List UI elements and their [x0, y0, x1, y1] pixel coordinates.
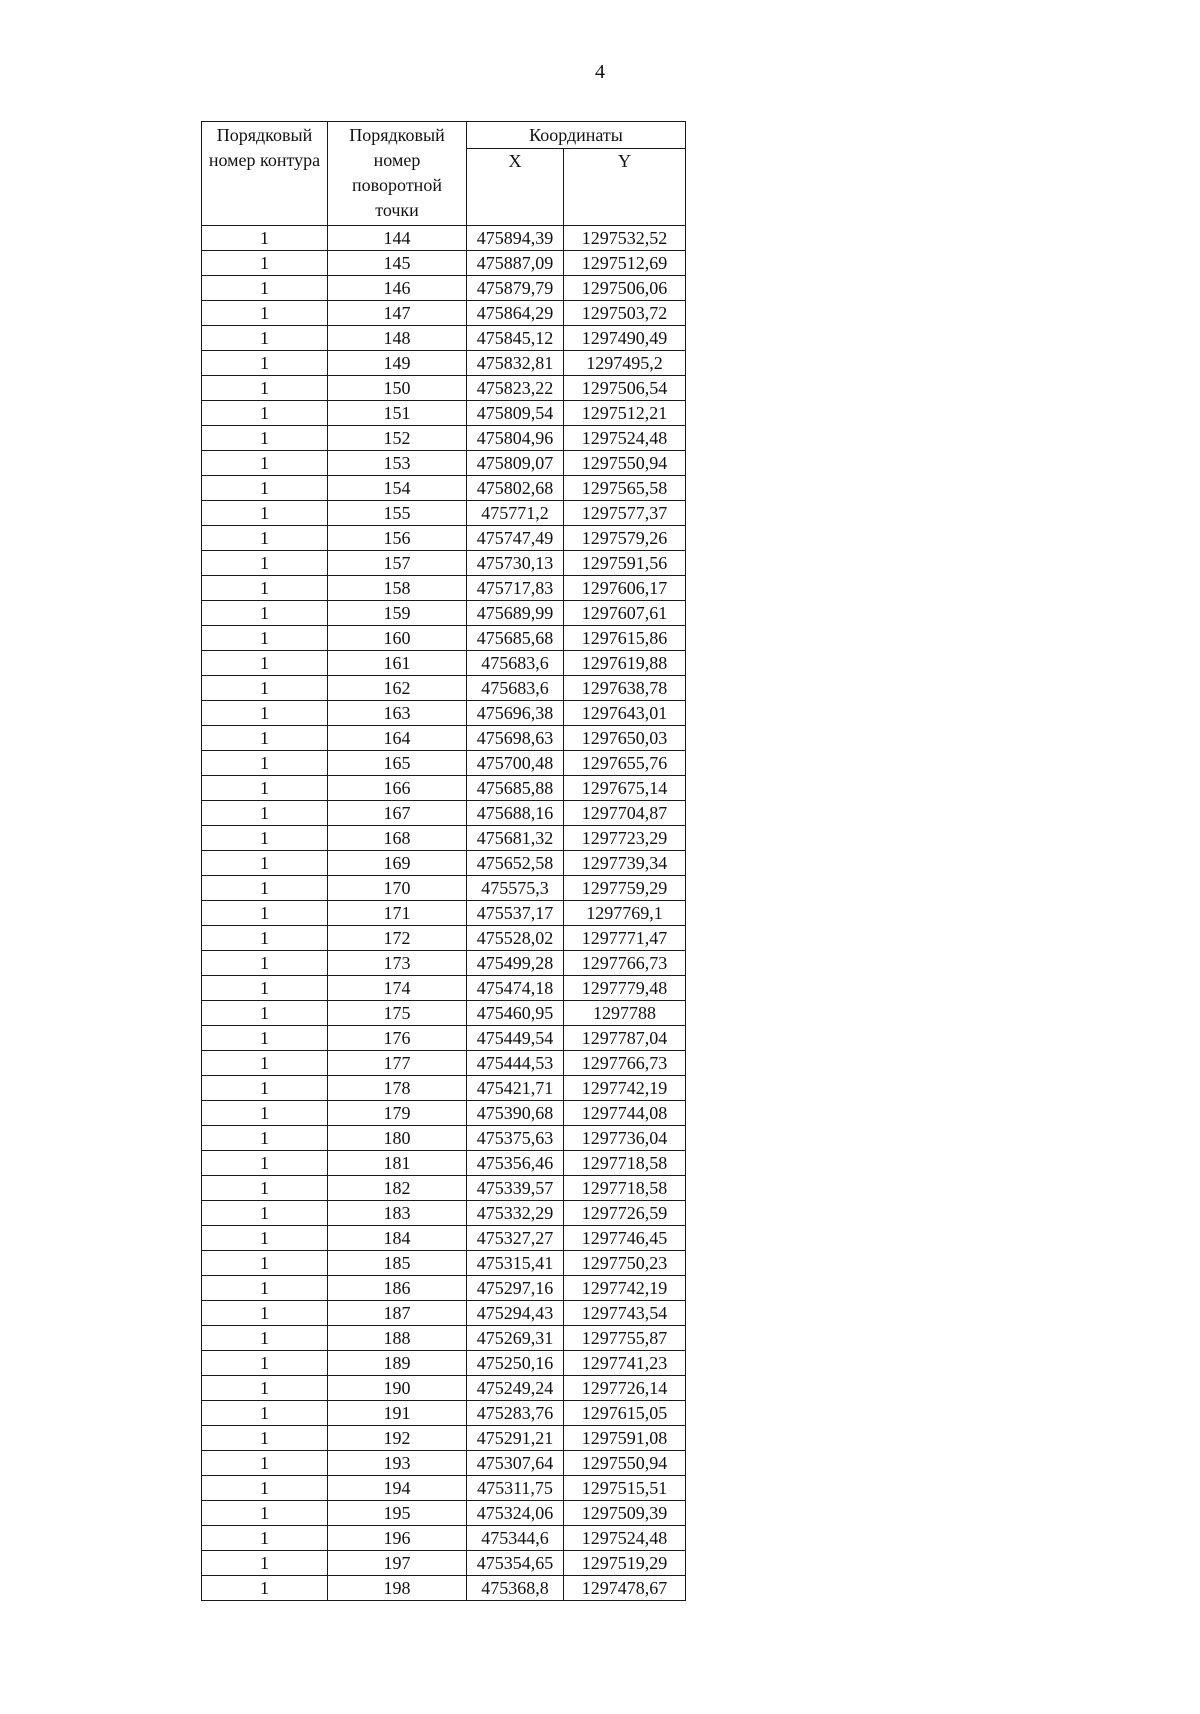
cell-x: 475528,02: [467, 926, 564, 951]
cell-y: 1297723,29: [564, 826, 686, 851]
table-row: [202, 751, 686, 776]
cell-point-number: 184: [328, 1226, 467, 1251]
cell-y: 1297607,61: [564, 601, 686, 626]
cell-point-number: 165: [328, 751, 467, 776]
table-row: [202, 301, 686, 326]
cell-point-number: 154: [328, 476, 467, 501]
cell-x: 475730,13: [467, 551, 564, 576]
cell-x: 475249,24: [467, 1376, 564, 1401]
cell-x: 475449,54: [467, 1026, 564, 1051]
cell-point-number: 150: [328, 376, 467, 401]
cell-y: 1297718,58: [564, 1176, 686, 1201]
cell-y: 1297550,94: [564, 451, 686, 476]
cell-y: 1297577,37: [564, 501, 686, 526]
cell-y: 1297788: [564, 1001, 686, 1026]
cell-point-number: 144: [328, 226, 467, 251]
cell-point-number: 178: [328, 1076, 467, 1101]
cell-point-number: 181: [328, 1151, 467, 1176]
cell-point-number: 169: [328, 851, 467, 876]
cell-contour-number: 1: [202, 1476, 328, 1501]
cell-x: 475771,2: [467, 501, 564, 526]
cell-y: 1297524,48: [564, 426, 686, 451]
cell-x: 475324,06: [467, 1501, 564, 1526]
cell-contour-number: 1: [202, 526, 328, 551]
cell-contour-number: 1: [202, 251, 328, 276]
cell-contour-number: 1: [202, 626, 328, 651]
table-row: [202, 1226, 686, 1251]
cell-contour-number: 1: [202, 1226, 328, 1251]
table-row: [202, 651, 686, 676]
table-row: [202, 876, 686, 901]
cell-point-number: 162: [328, 676, 467, 701]
cell-x: 475307,64: [467, 1451, 564, 1476]
cell-point-number: 183: [328, 1201, 467, 1226]
cell-contour-number: 1: [202, 351, 328, 376]
cell-contour-number: 1: [202, 801, 328, 826]
cell-contour-number: 1: [202, 1076, 328, 1101]
cell-contour-number: 1: [202, 226, 328, 251]
header-contour-line-2: номер контура: [208, 150, 321, 170]
cell-point-number: 156: [328, 526, 467, 551]
cell-x: 475499,28: [467, 951, 564, 976]
table-row: [202, 1076, 686, 1101]
table-header: [202, 122, 686, 226]
cell-x: 475332,29: [467, 1201, 564, 1226]
cell-x: 475879,79: [467, 276, 564, 301]
table-row: [202, 451, 686, 476]
cell-contour-number: 1: [202, 876, 328, 901]
cell-x: 475802,68: [467, 476, 564, 501]
table-row: [202, 1426, 686, 1451]
header-contour-line-1: Порядковый: [216, 125, 313, 145]
cell-x: 475681,32: [467, 826, 564, 851]
table-row: [202, 1026, 686, 1051]
cell-y: 1297619,88: [564, 651, 686, 676]
cell-x: 475283,76: [467, 1401, 564, 1426]
cell-point-number: 188: [328, 1326, 467, 1351]
cell-x: 475474,18: [467, 976, 564, 1001]
cell-contour-number: 1: [202, 576, 328, 601]
cell-y: 1297787,04: [564, 1026, 686, 1051]
cell-contour-number: 1: [202, 376, 328, 401]
cell-point-number: 192: [328, 1426, 467, 1451]
cell-x: 475804,96: [467, 426, 564, 451]
cell-x: 475696,38: [467, 701, 564, 726]
cell-contour-number: 1: [202, 1251, 328, 1276]
cell-point-number: 146: [328, 276, 467, 301]
table-row: [202, 801, 686, 826]
cell-x: 475250,16: [467, 1351, 564, 1376]
cell-y: 1297579,26: [564, 526, 686, 551]
table-row: [202, 1451, 686, 1476]
cell-contour-number: 1: [202, 426, 328, 451]
cell-y: 1297718,58: [564, 1151, 686, 1176]
cell-contour-number: 1: [202, 951, 328, 976]
cell-y: 1297739,34: [564, 851, 686, 876]
cell-y: 1297704,87: [564, 801, 686, 826]
cell-contour-number: 1: [202, 1376, 328, 1401]
cell-point-number: 195: [328, 1501, 467, 1526]
cell-point-number: 160: [328, 626, 467, 651]
table-row: [202, 351, 686, 376]
cell-y: 1297744,08: [564, 1101, 686, 1126]
table-row: [202, 1576, 686, 1601]
table-row: [202, 326, 686, 351]
cell-y: 1297495,2: [564, 351, 686, 376]
cell-y: 1297509,39: [564, 1501, 686, 1526]
header-contour-number: [202, 122, 328, 226]
header-point-line-1: Порядковый: [349, 125, 445, 145]
cell-point-number: 189: [328, 1351, 467, 1376]
cell-y: 1297675,14: [564, 776, 686, 801]
cell-x: 475823,22: [467, 376, 564, 401]
cell-point-number: 145: [328, 251, 467, 276]
table-row: [202, 1326, 686, 1351]
table-row: [202, 1126, 686, 1151]
cell-x: 475683,6: [467, 651, 564, 676]
cell-point-number: 149: [328, 351, 467, 376]
cell-point-number: 151: [328, 401, 467, 426]
cell-contour-number: 1: [202, 1001, 328, 1026]
cell-point-number: 193: [328, 1451, 467, 1476]
cell-point-number: 185: [328, 1251, 467, 1276]
cell-y: 1297743,54: [564, 1301, 686, 1326]
cell-contour-number: 1: [202, 776, 328, 801]
cell-y: 1297591,08: [564, 1426, 686, 1451]
table-row: [202, 226, 686, 251]
cell-contour-number: 1: [202, 751, 328, 776]
cell-y: 1297615,05: [564, 1401, 686, 1426]
cell-contour-number: 1: [202, 1026, 328, 1051]
table-row: [202, 1376, 686, 1401]
cell-contour-number: 1: [202, 326, 328, 351]
cell-point-number: 196: [328, 1526, 467, 1551]
cell-contour-number: 1: [202, 651, 328, 676]
header-x: X: [467, 149, 564, 226]
table-row: [202, 1526, 686, 1551]
table-row: [202, 676, 686, 701]
cell-x: 475688,16: [467, 801, 564, 826]
cell-y: 1297615,86: [564, 626, 686, 651]
cell-y: 1297726,59: [564, 1201, 686, 1226]
cell-point-number: 157: [328, 551, 467, 576]
cell-y: 1297503,72: [564, 301, 686, 326]
cell-y: 1297512,69: [564, 251, 686, 276]
header-coordinates: Координаты: [467, 122, 686, 149]
cell-x: 475354,65: [467, 1551, 564, 1576]
cell-x: 475460,95: [467, 1001, 564, 1026]
page-number: 4: [595, 61, 605, 83]
cell-x: 475689,99: [467, 601, 564, 626]
cell-y: 1297759,29: [564, 876, 686, 901]
cell-point-number: 182: [328, 1176, 467, 1201]
header-point-line-3: поворотной: [352, 175, 442, 195]
table-row: [202, 476, 686, 501]
cell-x: 475311,75: [467, 1476, 564, 1501]
cell-contour-number: 1: [202, 1151, 328, 1176]
cell-x: 475894,39: [467, 226, 564, 251]
cell-contour-number: 1: [202, 1501, 328, 1526]
header-point-line-4: точки: [375, 200, 419, 220]
cell-contour-number: 1: [202, 1176, 328, 1201]
table-row: [202, 1476, 686, 1501]
header-y: Y: [564, 149, 686, 226]
cell-contour-number: 1: [202, 676, 328, 701]
cell-x: 475356,46: [467, 1151, 564, 1176]
cell-contour-number: 1: [202, 301, 328, 326]
cell-point-number: 153: [328, 451, 467, 476]
table-row: [202, 1501, 686, 1526]
cell-x: 475421,71: [467, 1076, 564, 1101]
cell-point-number: 186: [328, 1276, 467, 1301]
table-row: [202, 1251, 686, 1276]
cell-y: 1297650,03: [564, 726, 686, 751]
table-row: [202, 1001, 686, 1026]
cell-contour-number: 1: [202, 451, 328, 476]
table-row: [202, 251, 686, 276]
cell-contour-number: 1: [202, 901, 328, 926]
cell-x: 475315,41: [467, 1251, 564, 1276]
cell-point-number: 198: [328, 1576, 467, 1601]
cell-y: 1297766,73: [564, 951, 686, 976]
table-row: [202, 276, 686, 301]
cell-contour-number: 1: [202, 1276, 328, 1301]
cell-contour-number: 1: [202, 976, 328, 1001]
cell-point-number: 197: [328, 1551, 467, 1576]
cell-x: 475294,43: [467, 1301, 564, 1326]
cell-x: 475700,48: [467, 751, 564, 776]
cell-contour-number: 1: [202, 601, 328, 626]
cell-point-number: 158: [328, 576, 467, 601]
table-row: [202, 726, 686, 751]
cell-x: 475368,8: [467, 1576, 564, 1601]
table-row: [202, 1351, 686, 1376]
cell-point-number: 147: [328, 301, 467, 326]
cell-x: 475747,49: [467, 526, 564, 551]
cell-y: 1297746,45: [564, 1226, 686, 1251]
cell-point-number: 159: [328, 601, 467, 626]
cell-contour-number: 1: [202, 1101, 328, 1126]
cell-y: 1297565,58: [564, 476, 686, 501]
table-row: [202, 1051, 686, 1076]
cell-x: 475444,53: [467, 1051, 564, 1076]
cell-contour-number: 1: [202, 276, 328, 301]
table-row: [202, 1401, 686, 1426]
cell-x: 475832,81: [467, 351, 564, 376]
cell-x: 475537,17: [467, 901, 564, 926]
table-row: [202, 1551, 686, 1576]
cell-x: 475717,83: [467, 576, 564, 601]
cell-point-number: 174: [328, 976, 467, 1001]
cell-x: 475344,6: [467, 1526, 564, 1551]
cell-point-number: 175: [328, 1001, 467, 1026]
table-row: [202, 1276, 686, 1301]
cell-x: 475864,29: [467, 301, 564, 326]
table-row: [202, 901, 686, 926]
table-row: [202, 826, 686, 851]
cell-point-number: 168: [328, 826, 467, 851]
cell-x: 475291,21: [467, 1426, 564, 1451]
cell-contour-number: 1: [202, 1351, 328, 1376]
cell-contour-number: 1: [202, 1526, 328, 1551]
cell-y: 1297741,23: [564, 1351, 686, 1376]
cell-y: 1297519,29: [564, 1551, 686, 1576]
cell-y: 1297736,04: [564, 1126, 686, 1151]
cell-x: 475652,58: [467, 851, 564, 876]
cell-point-number: 180: [328, 1126, 467, 1151]
coordinates-table: [201, 121, 686, 1601]
cell-point-number: 163: [328, 701, 467, 726]
table-row: [202, 576, 686, 601]
cell-y: 1297515,51: [564, 1476, 686, 1501]
cell-contour-number: 1: [202, 1576, 328, 1601]
table-row: [202, 526, 686, 551]
cell-contour-number: 1: [202, 726, 328, 751]
cell-x: 475575,3: [467, 876, 564, 901]
cell-x: 475390,68: [467, 1101, 564, 1126]
table-row: [202, 1176, 686, 1201]
cell-y: 1297771,47: [564, 926, 686, 951]
cell-contour-number: 1: [202, 826, 328, 851]
cell-point-number: 166: [328, 776, 467, 801]
cell-contour-number: 1: [202, 401, 328, 426]
cell-point-number: 167: [328, 801, 467, 826]
table-row: [202, 976, 686, 1001]
table-row: [202, 501, 686, 526]
table-row: [202, 951, 686, 976]
cell-point-number: 194: [328, 1476, 467, 1501]
cell-point-number: 173: [328, 951, 467, 976]
table-row: [202, 401, 686, 426]
cell-y: 1297769,1: [564, 901, 686, 926]
cell-y: 1297506,06: [564, 276, 686, 301]
table-body: [202, 226, 686, 1601]
table-row: [202, 426, 686, 451]
cell-y: 1297755,87: [564, 1326, 686, 1351]
cell-contour-number: 1: [202, 551, 328, 576]
cell-x: 475887,09: [467, 251, 564, 276]
cell-x: 475375,63: [467, 1126, 564, 1151]
cell-contour-number: 1: [202, 1126, 328, 1151]
cell-x: 475685,68: [467, 626, 564, 651]
cell-point-number: 191: [328, 1401, 467, 1426]
cell-point-number: 177: [328, 1051, 467, 1076]
cell-x: 475297,16: [467, 1276, 564, 1301]
cell-x: 475809,07: [467, 451, 564, 476]
cell-y: 1297550,94: [564, 1451, 686, 1476]
cell-x: 475683,6: [467, 676, 564, 701]
cell-y: 1297742,19: [564, 1276, 686, 1301]
table-row: [202, 1301, 686, 1326]
cell-point-number: 152: [328, 426, 467, 451]
cell-x: 475685,88: [467, 776, 564, 801]
cell-y: 1297606,17: [564, 576, 686, 601]
cell-contour-number: 1: [202, 476, 328, 501]
table-row: [202, 926, 686, 951]
cell-contour-number: 1: [202, 1201, 328, 1226]
cell-contour-number: 1: [202, 926, 328, 951]
cell-point-number: 172: [328, 926, 467, 951]
cell-point-number: 179: [328, 1101, 467, 1126]
table-row: [202, 1201, 686, 1226]
cell-contour-number: 1: [202, 1451, 328, 1476]
cell-x: 475845,12: [467, 326, 564, 351]
table-row: [202, 701, 686, 726]
cell-y: 1297742,19: [564, 1076, 686, 1101]
cell-y: 1297655,76: [564, 751, 686, 776]
table-row: [202, 851, 686, 876]
cell-contour-number: 1: [202, 1426, 328, 1451]
cell-contour-number: 1: [202, 1551, 328, 1576]
table-row: [202, 1101, 686, 1126]
cell-point-number: 187: [328, 1301, 467, 1326]
cell-y: 1297490,49: [564, 326, 686, 351]
cell-y: 1297506,54: [564, 376, 686, 401]
cell-x: 475698,63: [467, 726, 564, 751]
table-row: [202, 601, 686, 626]
cell-point-number: 155: [328, 501, 467, 526]
cell-contour-number: 1: [202, 851, 328, 876]
cell-point-number: 161: [328, 651, 467, 676]
cell-y: 1297591,56: [564, 551, 686, 576]
cell-point-number: 170: [328, 876, 467, 901]
header-point-line-2: номер: [373, 150, 421, 170]
cell-point-number: 148: [328, 326, 467, 351]
cell-point-number: 176: [328, 1026, 467, 1051]
table-row: [202, 376, 686, 401]
cell-y: 1297726,14: [564, 1376, 686, 1401]
cell-x: 475339,57: [467, 1176, 564, 1201]
cell-contour-number: 1: [202, 1326, 328, 1351]
cell-contour-number: 1: [202, 701, 328, 726]
table-row: [202, 626, 686, 651]
cell-x: 475809,54: [467, 401, 564, 426]
cell-y: 1297512,21: [564, 401, 686, 426]
cell-y: 1297750,23: [564, 1251, 686, 1276]
cell-point-number: 190: [328, 1376, 467, 1401]
cell-y: 1297638,78: [564, 676, 686, 701]
cell-contour-number: 1: [202, 1301, 328, 1326]
header-point-number: [328, 122, 467, 226]
cell-y: 1297779,48: [564, 976, 686, 1001]
cell-point-number: 164: [328, 726, 467, 751]
cell-y: 1297643,01: [564, 701, 686, 726]
cell-x: 475269,31: [467, 1326, 564, 1351]
cell-y: 1297532,52: [564, 226, 686, 251]
cell-y: 1297766,73: [564, 1051, 686, 1076]
table-row: [202, 1151, 686, 1176]
table-row: [202, 551, 686, 576]
cell-contour-number: 1: [202, 501, 328, 526]
cell-contour-number: 1: [202, 1401, 328, 1426]
cell-y: 1297478,67: [564, 1576, 686, 1601]
table-row: [202, 776, 686, 801]
cell-contour-number: 1: [202, 1051, 328, 1076]
cell-y: 1297524,48: [564, 1526, 686, 1551]
cell-point-number: 171: [328, 901, 467, 926]
cell-x: 475327,27: [467, 1226, 564, 1251]
